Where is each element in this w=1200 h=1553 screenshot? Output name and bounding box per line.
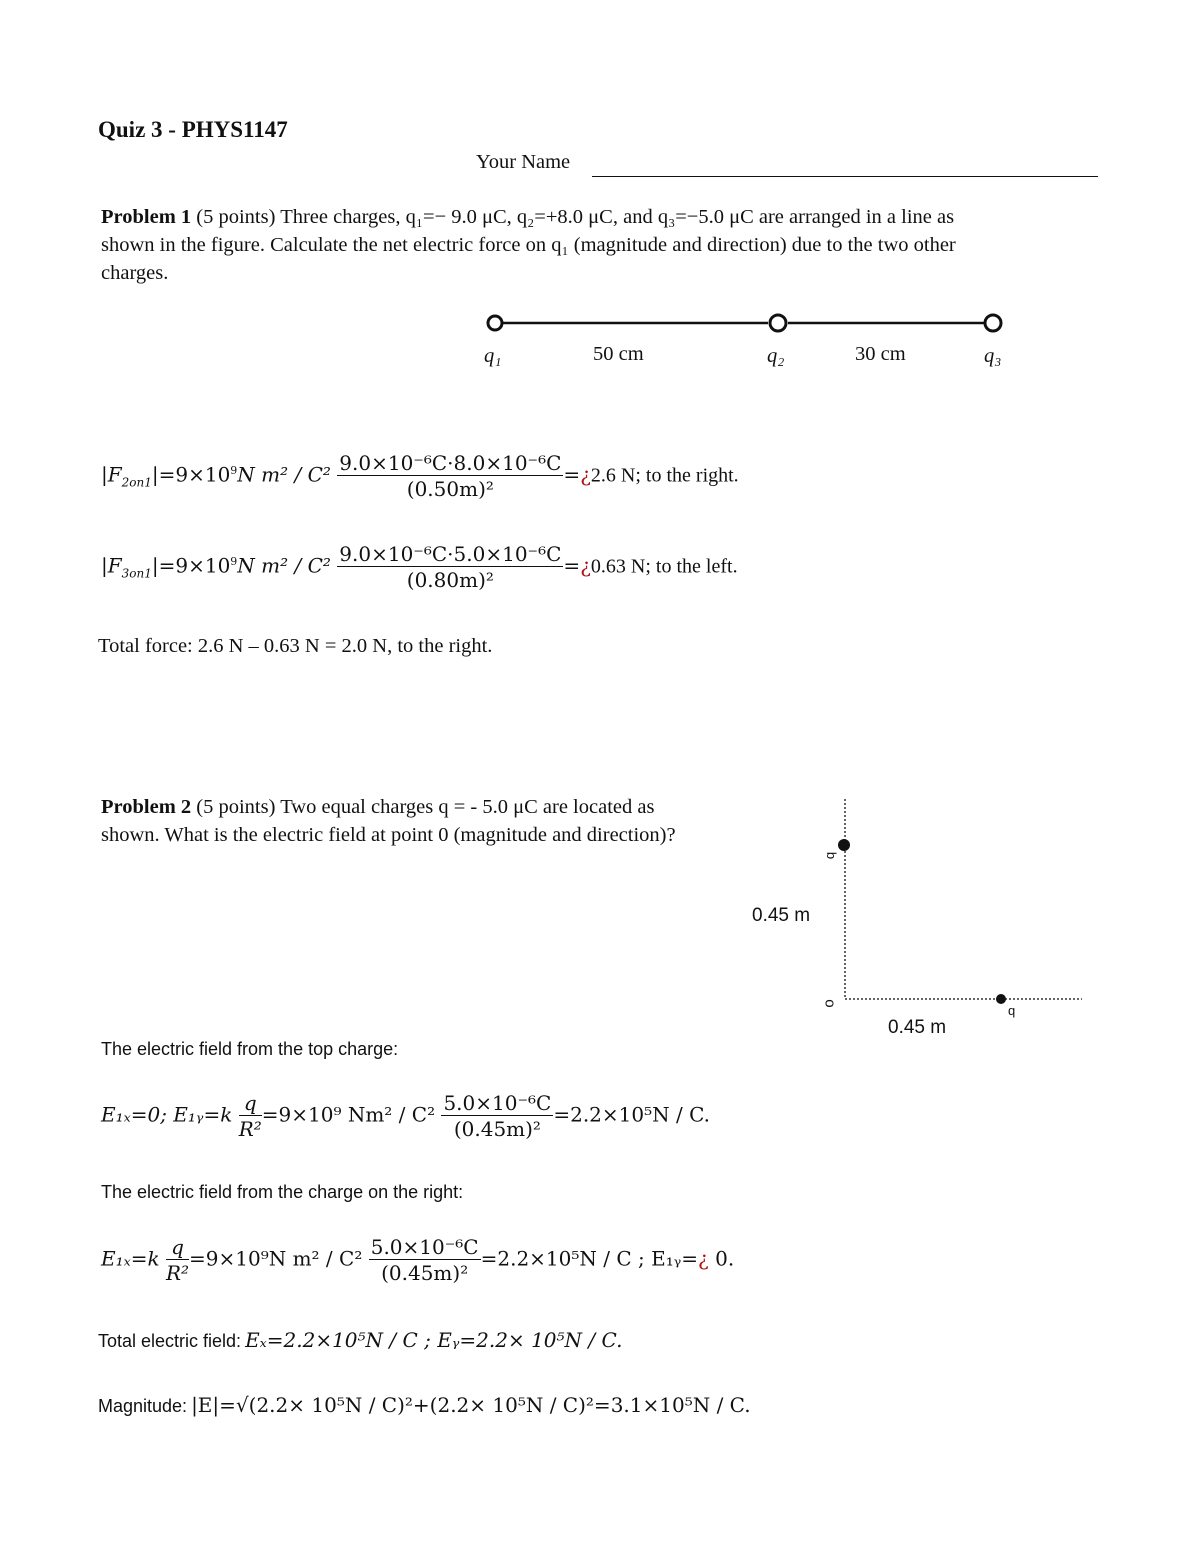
total-field-label: Total electric field:: [98, 1331, 242, 1351]
eq1-glyph: ¿: [580, 462, 591, 487]
right-charge-label: q: [1008, 1003, 1016, 1018]
name-field-line[interactable]: [592, 176, 1098, 177]
eq2-denominator: (0.80m)²: [406, 568, 494, 592]
problem2-points: (5 points): [196, 796, 276, 818]
problem2-line1: [101, 793, 801, 821]
origin-label: o: [820, 999, 838, 1008]
eq2-numerator: 9.0×10⁻⁶C·5.0×10⁻⁶C: [339, 542, 562, 566]
total-field-equation: Eₓ=2.2×10⁵N / C ; Eᵧ=2.2× 10⁵N / C.: [245, 1328, 623, 1352]
problem1-line1: [101, 203, 1111, 231]
eq1-equals: =: [563, 462, 581, 487]
problem2-statement: [101, 793, 801, 849]
eq1-denominator: (0.50m)²: [406, 477, 494, 501]
eqright-frac2-den: (0.45m)²: [381, 1261, 469, 1285]
eq1-fraction: [337, 452, 563, 500]
top-charge-dot: [838, 839, 850, 851]
charges-line-figure: [480, 305, 1020, 385]
total-field-line: [98, 1328, 622, 1352]
eq2-exponent: 9: [230, 554, 238, 568]
eq1-units: N m² / C²: [237, 462, 331, 487]
problem1-text-line1: Three charges, q₁=− 9.0 μC, q₂=+8.0 μC, and q₃=−5.0 μC are arranged in a line as: [280, 206, 955, 228]
eqtop-frac1-num: q: [239, 1092, 262, 1116]
eqright-frac1-den: R²: [165, 1261, 190, 1285]
label-50cm: 50 cm: [593, 343, 644, 365]
eqright-part2: =9×10⁹N m² / C²: [189, 1246, 363, 1271]
eqright-frac1-num: q: [166, 1236, 189, 1260]
eq1-const: |=9×10: [151, 462, 231, 487]
eqtop-fraction2: [441, 1092, 553, 1140]
eqtop-frac1-den: R²: [238, 1117, 262, 1141]
label-top-charge: The electric field from the top charge:: [101, 1039, 399, 1059]
total-force: Total force: 2.6 N – 0.63 N = 2.0 N, to the right.: [98, 635, 493, 657]
charge-q1-marker: [488, 316, 502, 330]
eqright-glyph: ¿: [698, 1246, 709, 1271]
charge-q2-marker: [770, 315, 786, 331]
eq1-subscript: 2on1: [121, 475, 152, 490]
problem1-points: (5 points): [196, 206, 276, 228]
charge-q3-marker: [985, 315, 1001, 331]
two-charges-figure: [820, 795, 1090, 1025]
equation-top-charge: [101, 1092, 710, 1140]
eqright-frac2-num: 5.0×10⁻⁶C: [370, 1235, 479, 1259]
problem1-statement: [101, 203, 1111, 287]
magnitude-equation: |E|=√(2.2× 10⁵N / C)²+(2.2× 10⁵N / C)²=3.1×10⁵N / C.: [191, 1393, 751, 1417]
eq2-result: 0.63 N; to the left.: [590, 555, 738, 578]
eqtop-fraction1: [239, 1092, 262, 1140]
eqright-fraction2: [369, 1236, 481, 1284]
eqtop-frac2-den: (0.45m)²: [453, 1117, 541, 1141]
eq2-equals: =: [563, 553, 581, 578]
eqright-fraction1: [166, 1236, 189, 1284]
eqright-part1: E₁ₓ=k: [101, 1246, 160, 1271]
magnitude-line: [98, 1393, 751, 1417]
eq2-units: N m² / C²: [237, 553, 331, 578]
eq1-lhs: |F: [101, 462, 122, 487]
eqtop-part2: =9×10⁹ Nm² / C²: [261, 1102, 436, 1127]
eqtop-part1: E₁ₓ=0; E₁ᵧ=k: [101, 1102, 233, 1127]
problem1-heading: Problem 1: [101, 206, 192, 228]
problem1-text-line2: shown in the figure. Calculate the net electric force on q₁ (magnitude and direction) due to the two other: [101, 234, 956, 256]
eq1-exponent: 9: [230, 463, 238, 477]
eq2-glyph: ¿: [580, 553, 591, 578]
vertical-distance-label: 0.45 m: [752, 905, 811, 926]
eq1-result: 2.6 N; to the right.: [590, 464, 739, 487]
problem2-text-line2: shown. What is the electric field at point 0 (magnitude and direction)?: [101, 824, 676, 846]
equation-f2on1: [101, 452, 739, 500]
eqright-part3: =2.2×10⁵N / C ; E₁ᵧ=: [480, 1246, 699, 1271]
magnitude-label: Magnitude:: [98, 1396, 188, 1416]
equation-f3on1: [101, 543, 738, 591]
top-charge-label: q: [822, 851, 838, 860]
equation-right-charge: [101, 1236, 734, 1284]
horizontal-distance-label: 0.45 m: [888, 1017, 947, 1038]
quiz-title: Quiz 3 - PHYS1147: [98, 117, 288, 142]
label-right-charge: The electric field from the charge on the right:: [101, 1182, 464, 1202]
eq2-fraction: [337, 543, 563, 591]
problem2-heading: Problem 2: [101, 796, 192, 818]
eq2-lhs: |F: [101, 553, 122, 578]
label-q2: q₂: [767, 345, 785, 367]
name-label: Your Name: [476, 151, 571, 173]
label-q3: q₃: [984, 345, 1002, 367]
eqright-part4: 0.: [708, 1246, 735, 1271]
right-charge-dot: [996, 994, 1006, 1004]
eq1-numerator: 9.0×10⁻⁶C·8.0×10⁻⁶C: [339, 451, 562, 475]
problem2-text-line1: Two equal charges q = - 5.0 μC are located as: [280, 796, 655, 818]
problem1-text-line3: charges.: [101, 262, 169, 284]
label-q1: q₁: [484, 345, 502, 367]
eq2-subscript: 3on1: [121, 566, 152, 581]
eqtop-part3: =2.2×10⁵N / C.: [553, 1102, 711, 1127]
eqtop-frac2-num: 5.0×10⁻⁶C: [443, 1091, 552, 1115]
eq2-const: |=9×10: [151, 553, 231, 578]
label-30cm: 30 cm: [855, 343, 906, 365]
